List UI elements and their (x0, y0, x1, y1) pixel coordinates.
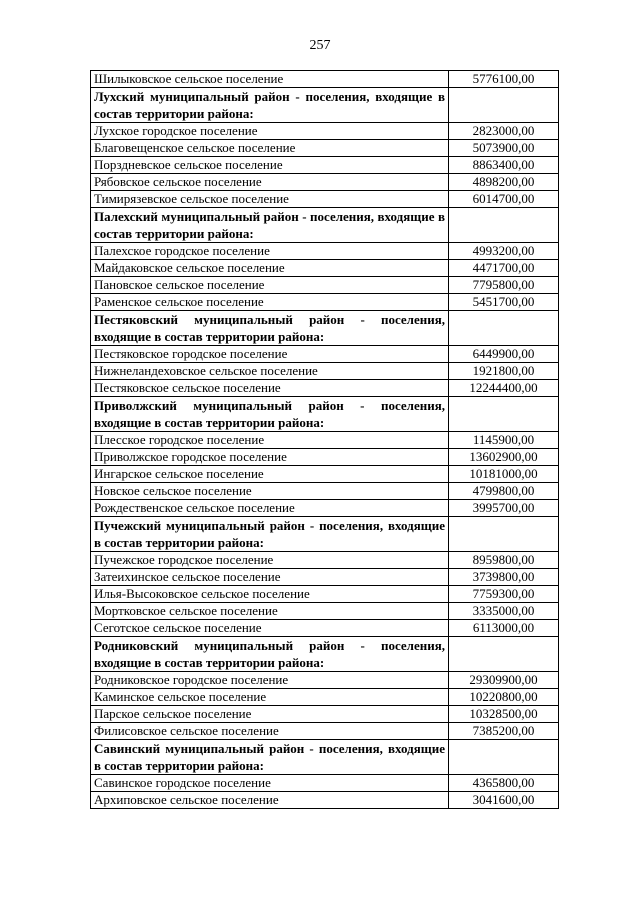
settlement-row (91, 466, 559, 483)
settlement-amount: 10220800,00 (449, 689, 559, 706)
allocation-table-body (91, 71, 559, 809)
settlement-row (91, 191, 559, 208)
district-header-row (91, 397, 559, 432)
district-header-row (91, 311, 559, 346)
settlement-amount: 3995700,00 (449, 500, 559, 517)
district-title: Савинский муниципальный район - поселения, входящие в состав территории района: (91, 740, 449, 775)
settlement-row (91, 123, 559, 140)
settlement-row (91, 71, 559, 88)
district-title: Приволжский муниципальный район - поселения, входящие в состав территории района: (91, 397, 449, 432)
settlement-amount: 12244400,00 (449, 380, 559, 397)
settlement-name: Мортковское сельское поселение (91, 603, 449, 620)
district-header-row (91, 88, 559, 123)
settlement-amount: 7795800,00 (449, 277, 559, 294)
settlement-name: Раменское сельское поселение (91, 294, 449, 311)
settlement-row (91, 363, 559, 380)
settlement-amount: 4471700,00 (449, 260, 559, 277)
settlement-name: Тимирязевское сельское поселение (91, 191, 449, 208)
district-amount-empty (449, 208, 559, 243)
district-amount-empty (449, 397, 559, 432)
settlement-row (91, 689, 559, 706)
settlement-name: Рябовское сельское поселение (91, 174, 449, 191)
settlement-name: Палехское городское поселение (91, 243, 449, 260)
settlement-name: Порздневское сельское поселение (91, 157, 449, 174)
district-header-row (91, 517, 559, 552)
settlement-name: Савинское городское поселение (91, 775, 449, 792)
allocation-table (90, 70, 559, 809)
settlement-row (91, 243, 559, 260)
settlement-name: Пестяковское сельское поселение (91, 380, 449, 397)
settlement-name: Каминское сельское поселение (91, 689, 449, 706)
settlement-row (91, 706, 559, 723)
settlement-row (91, 792, 559, 809)
settlement-row (91, 723, 559, 740)
district-amount-empty (449, 88, 559, 123)
settlement-name: Архиповское сельское поселение (91, 792, 449, 809)
settlement-name: Нижнеландеховское сельское поселение (91, 363, 449, 380)
settlement-row (91, 157, 559, 174)
settlement-amount: 4993200,00 (449, 243, 559, 260)
settlement-row (91, 277, 559, 294)
settlement-amount: 13602900,00 (449, 449, 559, 466)
settlement-row (91, 552, 559, 569)
settlement-name: Пучежское городское поселение (91, 552, 449, 569)
district-amount-empty (449, 637, 559, 672)
settlement-row (91, 672, 559, 689)
settlement-amount: 10181000,00 (449, 466, 559, 483)
settlement-name: Новское сельское поселение (91, 483, 449, 500)
district-header-row (91, 740, 559, 775)
settlement-amount: 4898200,00 (449, 174, 559, 191)
settlement-row (91, 586, 559, 603)
settlement-name: Рождественское сельское поселение (91, 500, 449, 517)
settlement-row (91, 294, 559, 311)
settlement-amount: 5776100,00 (449, 71, 559, 88)
settlement-amount: 5073900,00 (449, 140, 559, 157)
settlement-name: Родниковское городское поселение (91, 672, 449, 689)
settlement-row (91, 432, 559, 449)
district-title: Пестяковский муниципальный район - поселения, входящие в состав территории района: (91, 311, 449, 346)
settlement-amount: 6014700,00 (449, 191, 559, 208)
settlement-amount: 3739800,00 (449, 569, 559, 586)
settlement-name: Шилыковское сельское поселение (91, 71, 449, 88)
settlement-name: Приволжское городское поселение (91, 449, 449, 466)
settlement-amount: 8959800,00 (449, 552, 559, 569)
settlement-name: Парское сельское поселение (91, 706, 449, 723)
district-title: Палехский муниципальный район - поселения, входящие в состав территории района: (91, 208, 449, 243)
settlement-row (91, 346, 559, 363)
settlement-amount: 4365800,00 (449, 775, 559, 792)
district-amount-empty (449, 311, 559, 346)
settlement-name: Пановское сельское поселение (91, 277, 449, 294)
settlement-name: Сеготское сельское поселение (91, 620, 449, 637)
district-title: Лухский муниципальный район - поселения, входящие в состав территории района: (91, 88, 449, 123)
settlement-amount: 6449900,00 (449, 346, 559, 363)
settlement-row (91, 140, 559, 157)
settlement-amount: 7759300,00 (449, 586, 559, 603)
settlement-amount: 4799800,00 (449, 483, 559, 500)
settlement-name: Илья-Высоковское сельское поселение (91, 586, 449, 603)
settlement-name: Филисовское сельское поселение (91, 723, 449, 740)
district-header-row (91, 637, 559, 672)
settlement-row (91, 775, 559, 792)
settlement-name: Ингарское сельское поселение (91, 466, 449, 483)
settlement-name: Майдаковское сельское поселение (91, 260, 449, 277)
settlement-row (91, 380, 559, 397)
settlement-amount: 1145900,00 (449, 432, 559, 449)
settlement-amount: 10328500,00 (449, 706, 559, 723)
settlement-amount: 6113000,00 (449, 620, 559, 637)
settlement-amount: 5451700,00 (449, 294, 559, 311)
district-title: Пучежский муниципальный район - поселения, входящие в состав территории района: (91, 517, 449, 552)
settlement-name: Лухское городское поселение (91, 123, 449, 140)
settlement-amount: 2823000,00 (449, 123, 559, 140)
page-number: 257 (309, 38, 331, 53)
district-title: Родниковский муниципальный район - поселения, входящие в состав территории района: (91, 637, 449, 672)
district-header-row (91, 208, 559, 243)
settlement-row (91, 174, 559, 191)
settlement-row (91, 483, 559, 500)
settlement-row (91, 260, 559, 277)
settlement-amount: 8863400,00 (449, 157, 559, 174)
settlement-row (91, 603, 559, 620)
settlement-amount: 7385200,00 (449, 723, 559, 740)
settlement-name: Пестяковское городское поселение (91, 346, 449, 363)
settlement-name: Благовещенское сельское поселение (91, 140, 449, 157)
settlement-row (91, 569, 559, 586)
settlement-name: Затеихинское сельское поселение (91, 569, 449, 586)
settlement-amount: 3041600,00 (449, 792, 559, 809)
settlement-name: Плесское городское поселение (91, 432, 449, 449)
settlement-amount: 1921800,00 (449, 363, 559, 380)
settlement-amount: 3335000,00 (449, 603, 559, 620)
settlement-row (91, 620, 559, 637)
district-amount-empty (449, 517, 559, 552)
settlement-row (91, 500, 559, 517)
settlement-amount: 29309900,00 (449, 672, 559, 689)
settlement-row (91, 449, 559, 466)
district-amount-empty (449, 740, 559, 775)
